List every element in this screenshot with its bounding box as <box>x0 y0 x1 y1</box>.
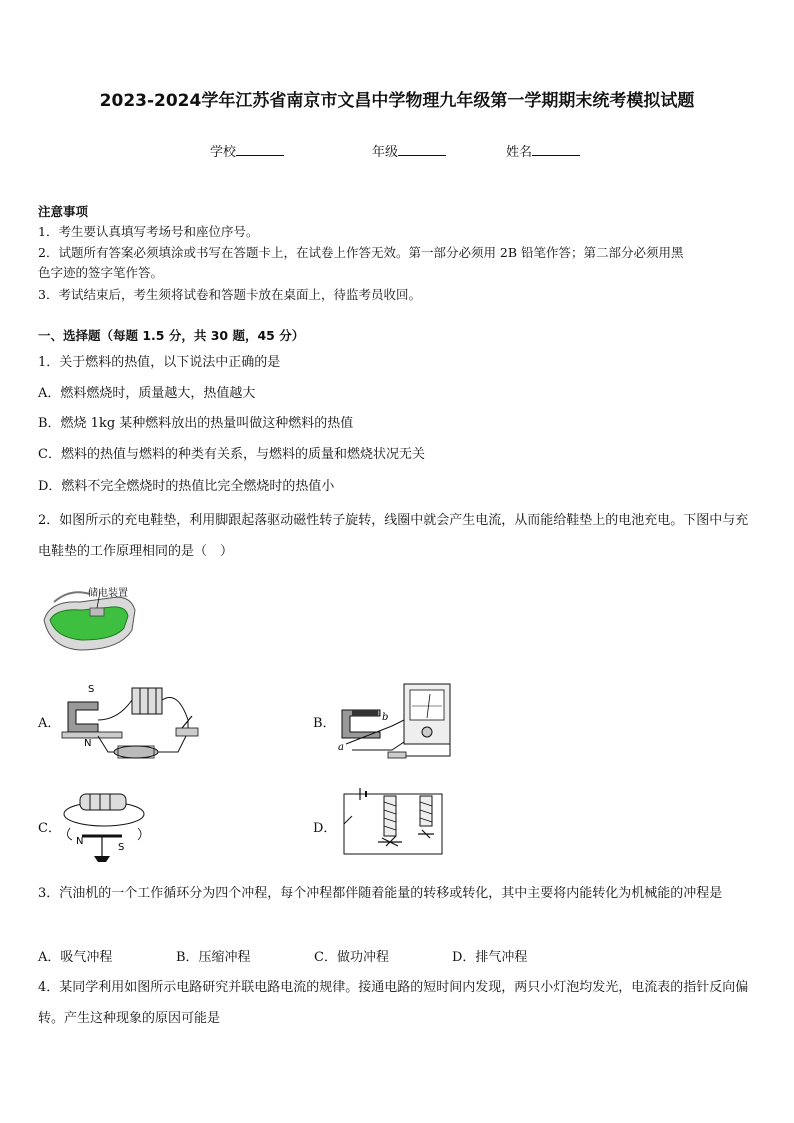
grade-field[interactable] <box>372 141 446 160</box>
notice-item: 色字迹的签字笔作答。 <box>38 265 164 280</box>
school-field[interactable] <box>210 141 284 160</box>
notice-item: 2．试题所有答案必须填涂或书写在答题卡上，在试卷上作答无效。第一部分必须用 2B 铅笔作答；第二部分必须用黑 <box>38 245 684 260</box>
q3-option-a[interactable]: A．吸气冲程 <box>38 950 113 965</box>
q2-option-c-label[interactable]: C． <box>38 821 61 836</box>
fig-a-n-letter: N <box>84 738 92 749</box>
grade-label: 年级 <box>372 145 399 160</box>
section-heading: 一、选择题（每题 1.5 分，共 30 题，45 分） <box>38 328 305 343</box>
q2-option-a-label[interactable]: A． <box>38 716 61 731</box>
grade-blank[interactable] <box>398 143 446 156</box>
q1-option-d[interactable]: D．燃料不完全燃烧时的热值比完全燃烧时的热值小 <box>38 479 335 494</box>
fig-c-s-letter: S <box>118 842 125 853</box>
question-1-stem: 1．关于燃料的热值，以下说法中正确的是 <box>38 355 281 370</box>
option-a-figure <box>58 680 208 768</box>
question-3-stem: 3．汽油机的一个工作循环分为四个冲程，每个冲程都伴随着能量的转移或转化，其中主要将内能转化为机械能的冲程是 <box>38 886 723 901</box>
q2-option-d-label[interactable]: D． <box>313 821 337 836</box>
name-blank[interactable] <box>532 143 580 156</box>
question-4-stem: 4．某同学利用如图所示电路研究并联电路电流的规律。接通电路的短时间内发现，两只小灯泡均发光，电流表的指针反向偏转。产生这种现象的原因可能是 <box>38 980 749 1026</box>
question-2-stem: 2．如图所示的充电鞋垫，利用脚跟起落驱动磁性转子旋转，线圈中就会产生电流，从而能给鞋垫上的电池充电。下图中与充电鞋垫的工作原理相同的是（ ） <box>38 513 749 559</box>
fig-c-n-letter: N <box>76 836 84 847</box>
option-c-figure <box>60 784 160 864</box>
page-title: 2023-2024学年江苏省南京市文昌中学物理九年级第一学期期末统考模拟试题 <box>99 91 695 111</box>
fig-b-b-letter: b <box>382 712 389 723</box>
q1-option-a[interactable]: A．燃料燃烧时，质量越大，热值越大 <box>38 386 256 401</box>
fig-a-s-letter: S <box>88 684 95 695</box>
q3-option-c[interactable]: C．做功冲程 <box>314 950 389 965</box>
notice-item: 1．考生要认真填写考场号和座位序号。 <box>38 224 259 239</box>
q1-option-b[interactable]: B．燃烧 1kg 某种燃料放出的热量叫做这种燃料的热值 <box>38 416 354 431</box>
q3-option-b[interactable]: B．压缩冲程 <box>176 950 251 965</box>
q2-option-b-label[interactable]: B． <box>313 716 336 731</box>
notice-item: 3．考试结束后，考生须将试卷和答题卡放在桌面上，待监考员收回。 <box>38 287 421 302</box>
option-b-figure <box>332 680 462 768</box>
name-field[interactable] <box>506 141 580 160</box>
name-label: 姓名 <box>506 145 533 160</box>
option-d-figure <box>338 784 448 860</box>
q1-option-c[interactable]: C．燃料的热值与燃料的种类有关系，与燃料的质量和燃烧状况无关 <box>38 447 425 462</box>
school-label: 学校 <box>210 145 237 160</box>
figure-label: 储电装置 <box>88 588 128 599</box>
fig-b-a-letter: a <box>338 742 344 753</box>
notice-heading: 注意事项 <box>38 204 89 219</box>
school-blank[interactable] <box>236 143 284 156</box>
q3-option-d[interactable]: D．排气冲程 <box>452 950 528 965</box>
